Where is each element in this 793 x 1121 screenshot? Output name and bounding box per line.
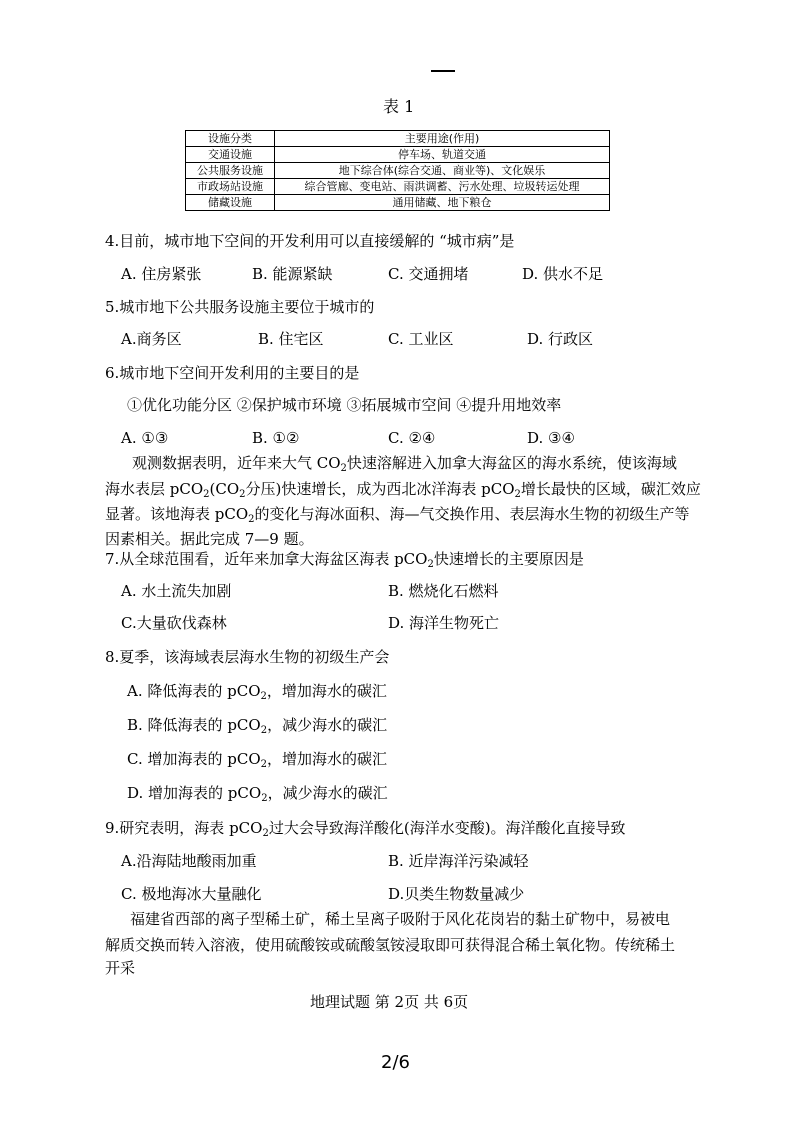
- page-footer: 地理试题 第 2页 共 6页: [310, 993, 469, 1011]
- header-cell: 设施分类: [186, 131, 275, 147]
- question-6-option-a: A. ①③: [121, 429, 169, 447]
- passage-1-line: 因素相关。据此完成 7—9 题。: [105, 530, 314, 548]
- table-cell: 综合管廊、变电站、雨洪调蓄、污水处理、垃圾转运处理: [275, 179, 610, 195]
- passage-2-line: 解质交换而转入溶液，使用硫酸铵或硫酸氢铵浸取即可获得混合稀土氧化物。传统稀土: [105, 936, 676, 954]
- question-5-stem: 5.城市地下公共服务设施主要位于城市的: [105, 298, 375, 316]
- question-6-items: ①优化功能分区 ②保护城市环境 ③拓展城市空间 ④提升用地效率: [127, 396, 562, 414]
- passage-2-line: 福建省西部的离子型稀土矿，稀土呈离子吸附于风化花岗岩的黏土矿物中，易被电: [130, 910, 671, 928]
- table-cell: 停车场、轨道交通: [275, 147, 610, 163]
- question-9-stem: 9.研究表明，海表 pCO$_2$过大会导致海洋酸化(海洋水变酸)。海洋酸化直接导致: [105, 819, 626, 839]
- question-7-option-b: B. 燃烧化石燃料: [388, 582, 499, 600]
- table-cell: 地下综合体(综合交通、商业等)、文化娱乐: [275, 163, 610, 179]
- table-row: [186, 179, 610, 195]
- table-row: [186, 195, 610, 211]
- table-cell: 公共服务设施: [186, 163, 275, 179]
- question-5-option-c: C. 工业区: [388, 330, 454, 348]
- question-9-option-c: C. 极地海冰大量融化: [121, 885, 262, 903]
- passage-1-line: 观测数据表明，近年来大气 $CO_2$快速溶解进入加拿大海盆区的海水系统，使该海域: [132, 454, 677, 474]
- question-8-option-a: A. 降低海表的 pCO$_2$，增加海水的碳汇: [127, 682, 387, 702]
- question-7-option-d: D. 海洋生物死亡: [388, 614, 500, 632]
- question-7-option-c: C.大量砍伐森林: [121, 614, 227, 632]
- header-rule: [431, 70, 455, 72]
- header-cell: 主要用途(作用): [275, 131, 610, 147]
- question-9-option-a: A.沿海陆地酸雨加重: [121, 852, 257, 870]
- question-4-option-d: D. 供水不足: [522, 265, 604, 283]
- table-title: 表 1: [383, 97, 415, 116]
- passage-2-line: 开采: [105, 959, 136, 977]
- question-5-option-d: D. 行政区: [527, 330, 594, 348]
- question-7-stem: 7.从全球范围看，近年来加拿大海盆区海表 pCO$_2$快速增长的主要原因是: [105, 550, 584, 570]
- table-cell: 储藏设施: [186, 195, 275, 211]
- page-number: 2/6: [381, 1052, 410, 1073]
- question-6-option-d: D. ③④: [527, 429, 575, 447]
- question-7-option-a: A. 水土流失加剧: [121, 582, 232, 600]
- table-cell: 通用储藏、地下粮仓: [275, 195, 610, 211]
- question-6-option-b: B. ①②: [252, 429, 300, 447]
- question-4-stem: 4.目前，城市地下空间的开发利用可以直接缓解的 “城市病”是: [105, 232, 515, 250]
- table-cell: 交通设施: [186, 147, 275, 163]
- question-8-option-c: C. 增加海表的 pCO$_2$，增加海水的碳汇: [127, 750, 388, 770]
- question-4-option-a: A. 住房紧张: [121, 265, 202, 283]
- question-4-option-b: B. 能源紧缺: [252, 265, 333, 283]
- table-header-row: [186, 131, 610, 147]
- passage-1-line: 显著。该地海表 pCO$_2$的变化与海冰面积、海—气交换作用、表层海水生物的初级生产等: [105, 505, 690, 525]
- facilities-table: [185, 130, 610, 211]
- question-6-option-c: C. ②④: [388, 429, 436, 447]
- table-row: [186, 147, 610, 163]
- question-9-option-d: D.贝类生物数量减少: [388, 885, 525, 903]
- question-4-option-c: C. 交通拥堵: [388, 265, 469, 283]
- question-5-option-a: A.商务区: [121, 330, 182, 348]
- question-8-option-d: D. 增加海表的 pCO$_2$，减少海水的碳汇: [127, 784, 388, 804]
- question-5-option-b: B. 住宅区: [258, 330, 324, 348]
- question-8-option-b: B. 降低海表的 pCO$_2$，减少海水的碳汇: [127, 716, 388, 736]
- table-row: [186, 163, 610, 179]
- table-cell: 市政场站设施: [186, 179, 275, 195]
- passage-1-line: 海水表层 $pCO_2(CO_2$分压)快速增长，成为西北冰洋海表 pCO$_2$增长最快的区域，碳汇效应: [105, 480, 701, 500]
- question-9-option-b: B. 近岸海洋污染减轻: [388, 852, 529, 870]
- question-6-stem: 6.城市地下空间开发利用的主要目的是: [105, 364, 360, 382]
- question-8-stem: 8.夏季，该海域表层海水生物的初级生产会: [105, 648, 390, 666]
